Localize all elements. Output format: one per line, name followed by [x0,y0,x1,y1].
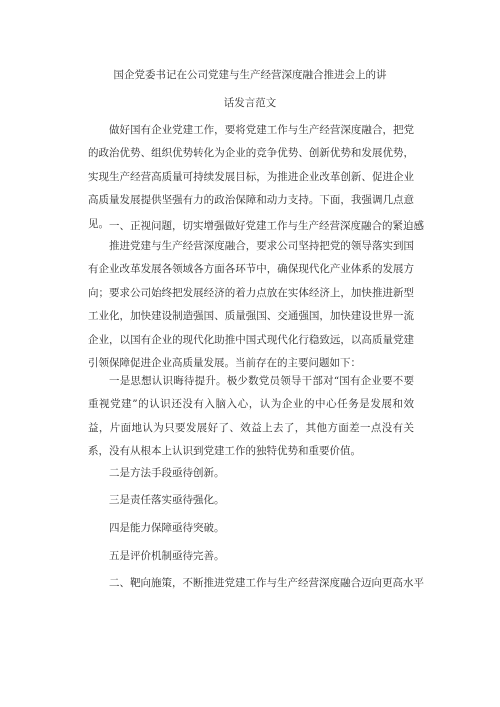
problem-1-paragraph: 一是思想认识晦待提升。极少数党员领导干部对“国有企业要不要重视党建”的认识还没有入脑入心，认为企业的中心任务是发展和效益，片面地认为只要发展好了、效益上去了，其他方面差一点没有关系，没有从根本上认识到党建工作的独特优势和重要价值。 [88,375,414,458]
problem-5-line: 五是评价机制亟待完善。 [109,550,225,562]
section-1-paragraph: 推进党建与生产经营深度融合，要求公司坚持把党的领导落实到国有企业改革发展各领域各方面各环节中，确保现代化产业体系的发展方向；要求公司始终把发展经济的着力点放在实体经济上，加快推进新型工业化，加快建设制造强国、质量强国、交通强国，加快建设世界一流企业，以国有企业的现代化助推中国式现代化行稳致远，以高质量党建引领保障促进企业高质量发展。当前存在的主要问题如下： [88,240,414,370]
problem-2-line: 二是方法手段亟待创新。 [109,467,225,479]
section-2-heading: 二、靶向施策，不断推进党建工作与生产经营深度融合迈向更高水平 [109,577,424,589]
intro-paragraph: 做好国有企业党建工作，要将党建工作与生产经营深度融合，把党的政治优势、组织优势转化为企业的竞争优势、创新优势和发展优势，实现生产经营高质量可持续发展目标，为推进企业改革创新、促进企业高质量发展提供坚强有力的政治保障和动力支持。下面，我强调几点意见。 [88,124,414,230]
document-title-line-1: 国企党委书记在公司党建与生产经营深度融合推进会上的讲 [113,69,387,81]
problem-4-line: 四是能力保障亟待突破。 [109,522,225,534]
problem-3-line: 三是责任落实亟待强化。 [109,494,225,506]
section-1-heading: 一、正视问题，切实增强做好党建工作与生产经营深度融合的紧迫感 [109,220,424,232]
document-title-line-2: 话发言范文 [223,97,277,109]
